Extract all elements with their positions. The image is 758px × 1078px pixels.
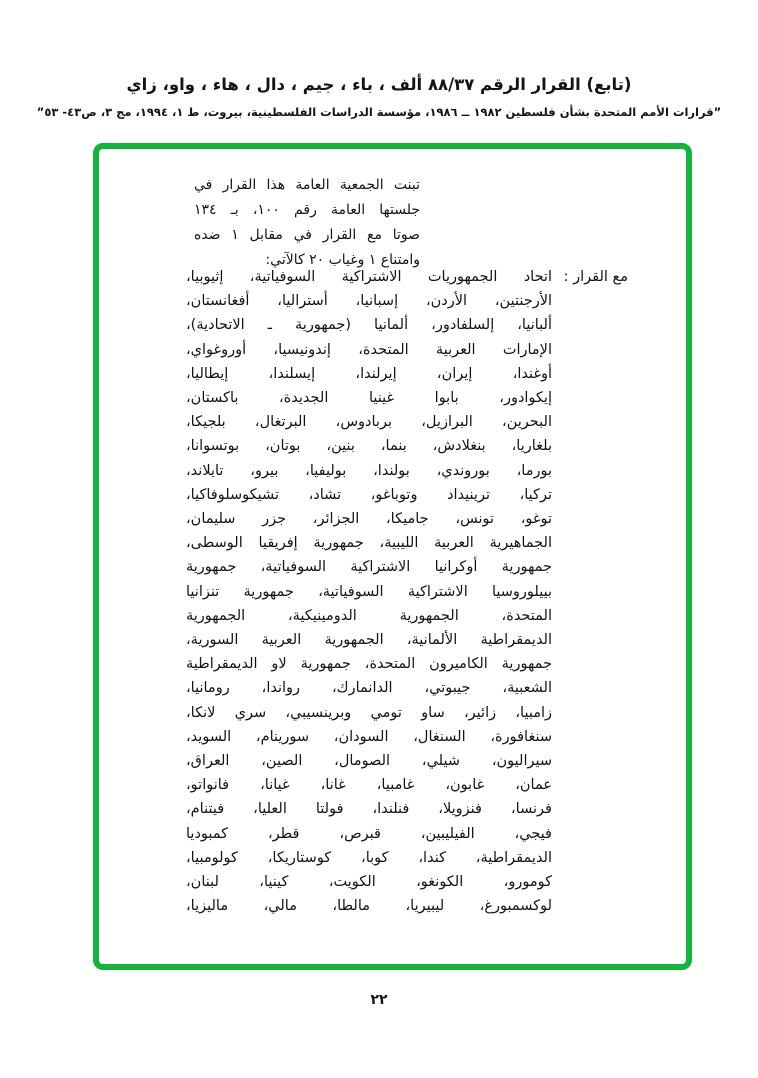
vote-line: المتحدة، الجمهورية الدومينيكية، الجمهورية [186, 607, 552, 624]
intro-line: جلستها العامة رقم ١٠٠، بـ ١٣٤ [194, 202, 420, 218]
vote-line: توغو، تونس، جاميكا، الجزائر، جزر سليمان، [186, 511, 552, 528]
page-number: ٢٢ [370, 992, 388, 1008]
vote-line: اتحاد الجمهوريات الاشتراكية السوفياتية، إثيوبيا، [186, 269, 552, 285]
vote-list [186, 265, 628, 918]
vote-line: الأرجنتين، الأردن، إسبانيا، أستراليا، أفغانستان، [186, 293, 552, 310]
vote-line: سيراليون، شيلي، الصومال، الصين، العراق، [186, 753, 552, 770]
vote-line: إيكوادور، بابوا غينيا الجديدة، باكستان، [186, 390, 552, 407]
vote-line: سنغافورة، السنغال، السودان، سورينام، السويد، [186, 728, 552, 745]
vote-line: تركيا، ترينيداد وتوباغو، تشاد، تشيكوسلوفاكيا، [186, 486, 552, 503]
intro-line: تبنت الجمعية العامة هذا القرار في [194, 177, 420, 193]
vote-line: فرنسا، فنزويلا، فنلندا، فولتا العليا، فيتنام، [186, 801, 552, 818]
vote-line: البحرين، البرازيل، بربادوس، البرتغال، بلجيكا، [186, 414, 552, 431]
vote-line: الإمارات العربية المتحدة، إندونيسيا، أوروغواي، [186, 341, 552, 358]
vote-label: مع القرار : [563, 269, 628, 285]
intro-line: وامتناع ١ وغياب ٢٠ كالآتي: [265, 252, 420, 268]
vote-line: كومورو، الكونغو، الكويت، كينيا، لبنان، [186, 874, 552, 891]
vote-line: الشعبية، جيبوتي، الدانمارك، رواندا، رومانيا، [186, 680, 552, 697]
vote-line: لوكسمبورغ، ليبيريا، مالطا، مالي، ماليزيا، [186, 898, 552, 915]
page-title: (تابع) القرار الرقم ٨٨/٣٧ ألف ، باء ، جيم ، دال ، هاء ، واو، زاي [126, 75, 632, 94]
vote-line: بلغاريا، بنغلادش، بنما، بنين، بوتان، بوتسوانا، [186, 438, 552, 455]
vote-line: جمهورية الكاميرون المتحدة، جمهورية لاو الديمقراطية [186, 656, 552, 673]
vote-line: الديمقراطية، كندا، كوبا، كوستاريكا، كولومبيا، [186, 849, 552, 866]
vote-line: زامبيا، زائير، ساو تومي وبرينسيبي، سري لانكا، [186, 704, 552, 721]
vote-line: أوغندا، إيران، إيرلندا، إيسلندا، إيطاليا، [186, 365, 552, 382]
vote-line: بورما، بوروندي، بولندا، بوليفيا، بيرو، تايلاند، [186, 462, 552, 479]
vote-line: ألبانيا، إلسلفادور، ألمانيا (جمهورية ـ الاتحادية)، [186, 317, 552, 334]
vote-line: الجماهيرية العربية الليبية، جمهورية إفريقيا الوسطى، [186, 535, 552, 552]
intro-line: صوتا مع القرار في مقابل ١ ضده [194, 227, 420, 243]
intro-paragraph [194, 173, 420, 273]
source-citation: ”قرارات الأمم المتحدة بشأن فلسطين ١٩٨٢ ــ ١٩٨٦، مؤسسة الدراسات الفلسطينية، بيروت، ط ١، ١٩٩٤، مج ٣، ص٤٣- ٥٣” [36, 105, 722, 119]
vote-record [186, 265, 628, 918]
vote-line: الديمقراطية الألمانية، الجمهورية العربية السورية، [186, 632, 552, 649]
resolution-box [93, 143, 692, 970]
vote-line: فيجي، الفيليبين، قبرص، قطر، كمبوديا [186, 825, 552, 842]
vote-line: بييلوروسيا الاشتراكية السوفياتية، جمهورية تنزانيا [186, 583, 552, 600]
vote-line: جمهورية أوكرانيا الاشتراكية السوفياتية، جمهورية [186, 559, 552, 576]
vote-line: عمان، غابون، غامبيا، غانا، غيانا، فانواتو، [186, 777, 552, 794]
